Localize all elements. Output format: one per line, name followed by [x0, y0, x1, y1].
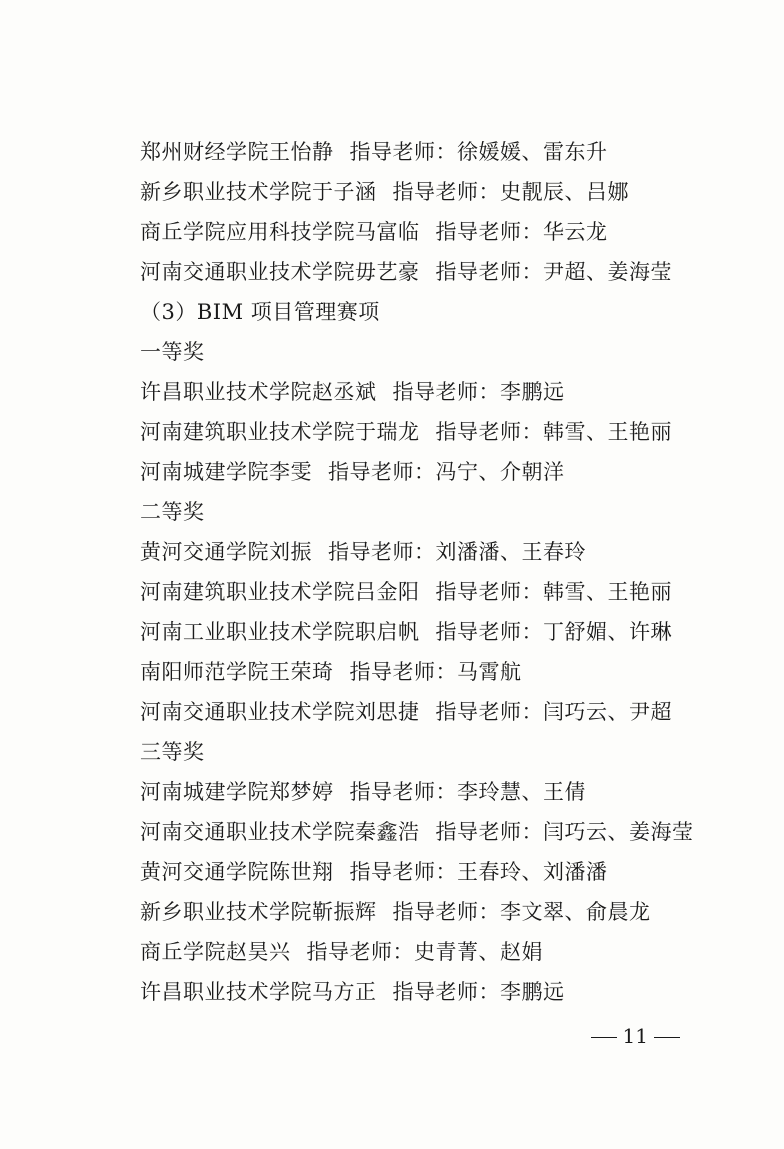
- student-name: 许昌职业技术学院马方正: [140, 980, 377, 1004]
- section-heading: [140, 732, 740, 772]
- student-name: 许昌职业技术学院赵丞斌: [140, 380, 377, 404]
- advisor-names: 刘潘潘、王春玲: [435, 540, 586, 564]
- award-entry: [140, 452, 740, 492]
- award-entry: [140, 532, 740, 572]
- student-name: 河南交通职业技术学院秦鑫浩: [140, 820, 420, 844]
- advisor-label: 指导老师：: [392, 380, 500, 404]
- student-name: 河南交通职业技术学院刘思捷: [140, 700, 420, 724]
- award-entry: [140, 252, 740, 292]
- award-entry: [140, 932, 740, 972]
- advisor-label: 指导老师：: [392, 900, 500, 924]
- advisor-names: 李鹏远: [500, 380, 565, 404]
- award-entry: [140, 172, 740, 212]
- advisor-names: 马霄航: [457, 660, 522, 684]
- award-entry: [140, 412, 740, 452]
- section-heading: [140, 292, 740, 332]
- left-dash: [591, 1037, 617, 1038]
- section-heading: [140, 332, 740, 372]
- student-name: 黄河交通学院陈世翔: [140, 860, 334, 884]
- advisor-names: 丁舒媚、许琳: [543, 620, 672, 644]
- advisor-names: 徐媛媛、雷东升: [457, 140, 608, 164]
- student-name: 河南工业职业技术学院职启帆: [140, 620, 420, 644]
- right-dash: [654, 1037, 680, 1038]
- advisor-label: 指导老师：: [392, 980, 500, 1004]
- advisor-names: 华云龙: [543, 220, 608, 244]
- award-entry: [140, 612, 740, 652]
- student-name: 河南交通职业技术学院毋艺豪: [140, 260, 420, 284]
- heading-text: 二等奖: [140, 500, 205, 524]
- award-entry: [140, 852, 740, 892]
- advisor-names: 史靓辰、吕娜: [500, 180, 629, 204]
- award-entry: [140, 372, 740, 412]
- student-name: 新乡职业技术学院靳振辉: [140, 900, 377, 924]
- advisor-label: 指导老师：: [349, 660, 457, 684]
- page-footer: [585, 1022, 686, 1050]
- advisor-label: 指导老师：: [349, 780, 457, 804]
- advisor-label: 指导老师：: [349, 860, 457, 884]
- student-name: 河南城建学院郑梦婷: [140, 780, 334, 804]
- award-entry: [140, 132, 740, 172]
- award-list: [140, 132, 740, 1012]
- advisor-label: 指导老师：: [435, 580, 543, 604]
- student-name: 黄河交通学院刘振: [140, 540, 312, 564]
- advisor-names: 闫巧云、姜海莹: [543, 820, 694, 844]
- advisor-names: 史青菁、赵娟: [414, 940, 543, 964]
- student-name: 南阳师范学院王荣琦: [140, 660, 334, 684]
- student-name: 河南建筑职业技术学院于瑞龙: [140, 420, 420, 444]
- advisor-names: 冯宁、介朝洋: [435, 460, 565, 484]
- award-entry: [140, 692, 740, 732]
- section-heading: [140, 492, 740, 532]
- award-entry: [140, 772, 740, 812]
- advisor-label: 指导老师：: [435, 220, 543, 244]
- student-name: 郑州财经学院王怡静: [140, 140, 334, 164]
- advisor-names: 李文翠、俞晨龙: [500, 900, 651, 924]
- award-entry: [140, 812, 740, 852]
- advisor-names: 韩雪、王艳丽: [543, 420, 672, 444]
- heading-text: 三等奖: [140, 740, 205, 764]
- advisor-label: 指导老师：: [349, 140, 457, 164]
- student-name: 商丘学院赵昊兴: [140, 940, 291, 964]
- advisor-label: 指导老师：: [328, 460, 436, 484]
- advisor-names: 李玲慧、王倩: [457, 780, 586, 804]
- advisor-label: 指导老师：: [306, 940, 414, 964]
- advisor-names: 闫巧云、尹超: [543, 700, 672, 724]
- advisor-label: 指导老师：: [392, 180, 500, 204]
- student-name: 河南建筑职业技术学院吕金阳: [140, 580, 420, 604]
- award-entry: [140, 972, 740, 1012]
- advisor-names: 王春玲、刘潘潘: [457, 860, 608, 884]
- advisor-label: 指导老师：: [435, 260, 543, 284]
- student-name: 新乡职业技术学院于子涵: [140, 180, 377, 204]
- advisor-names: 尹超、姜海莹: [543, 260, 672, 284]
- award-entry: [140, 212, 740, 252]
- advisor-label: 指导老师：: [435, 700, 543, 724]
- heading-text: （3）BIM 项目管理赛项: [140, 300, 380, 324]
- award-entry: [140, 892, 740, 932]
- student-name: 河南城建学院李雯: [140, 460, 312, 484]
- advisor-names: 李鹏远: [500, 980, 565, 1004]
- advisor-label: 指导老师：: [435, 420, 543, 444]
- advisor-label: 指导老师：: [435, 620, 543, 644]
- page-number: 11: [622, 1024, 648, 1048]
- award-entry: [140, 572, 740, 612]
- award-entry: [140, 652, 740, 692]
- advisor-label: 指导老师：: [328, 540, 436, 564]
- advisor-label: 指导老师：: [435, 820, 543, 844]
- advisor-names: 韩雪、王艳丽: [543, 580, 672, 604]
- student-name: 商丘学院应用科技学院马富临: [140, 220, 420, 244]
- heading-text: 一等奖: [140, 340, 205, 364]
